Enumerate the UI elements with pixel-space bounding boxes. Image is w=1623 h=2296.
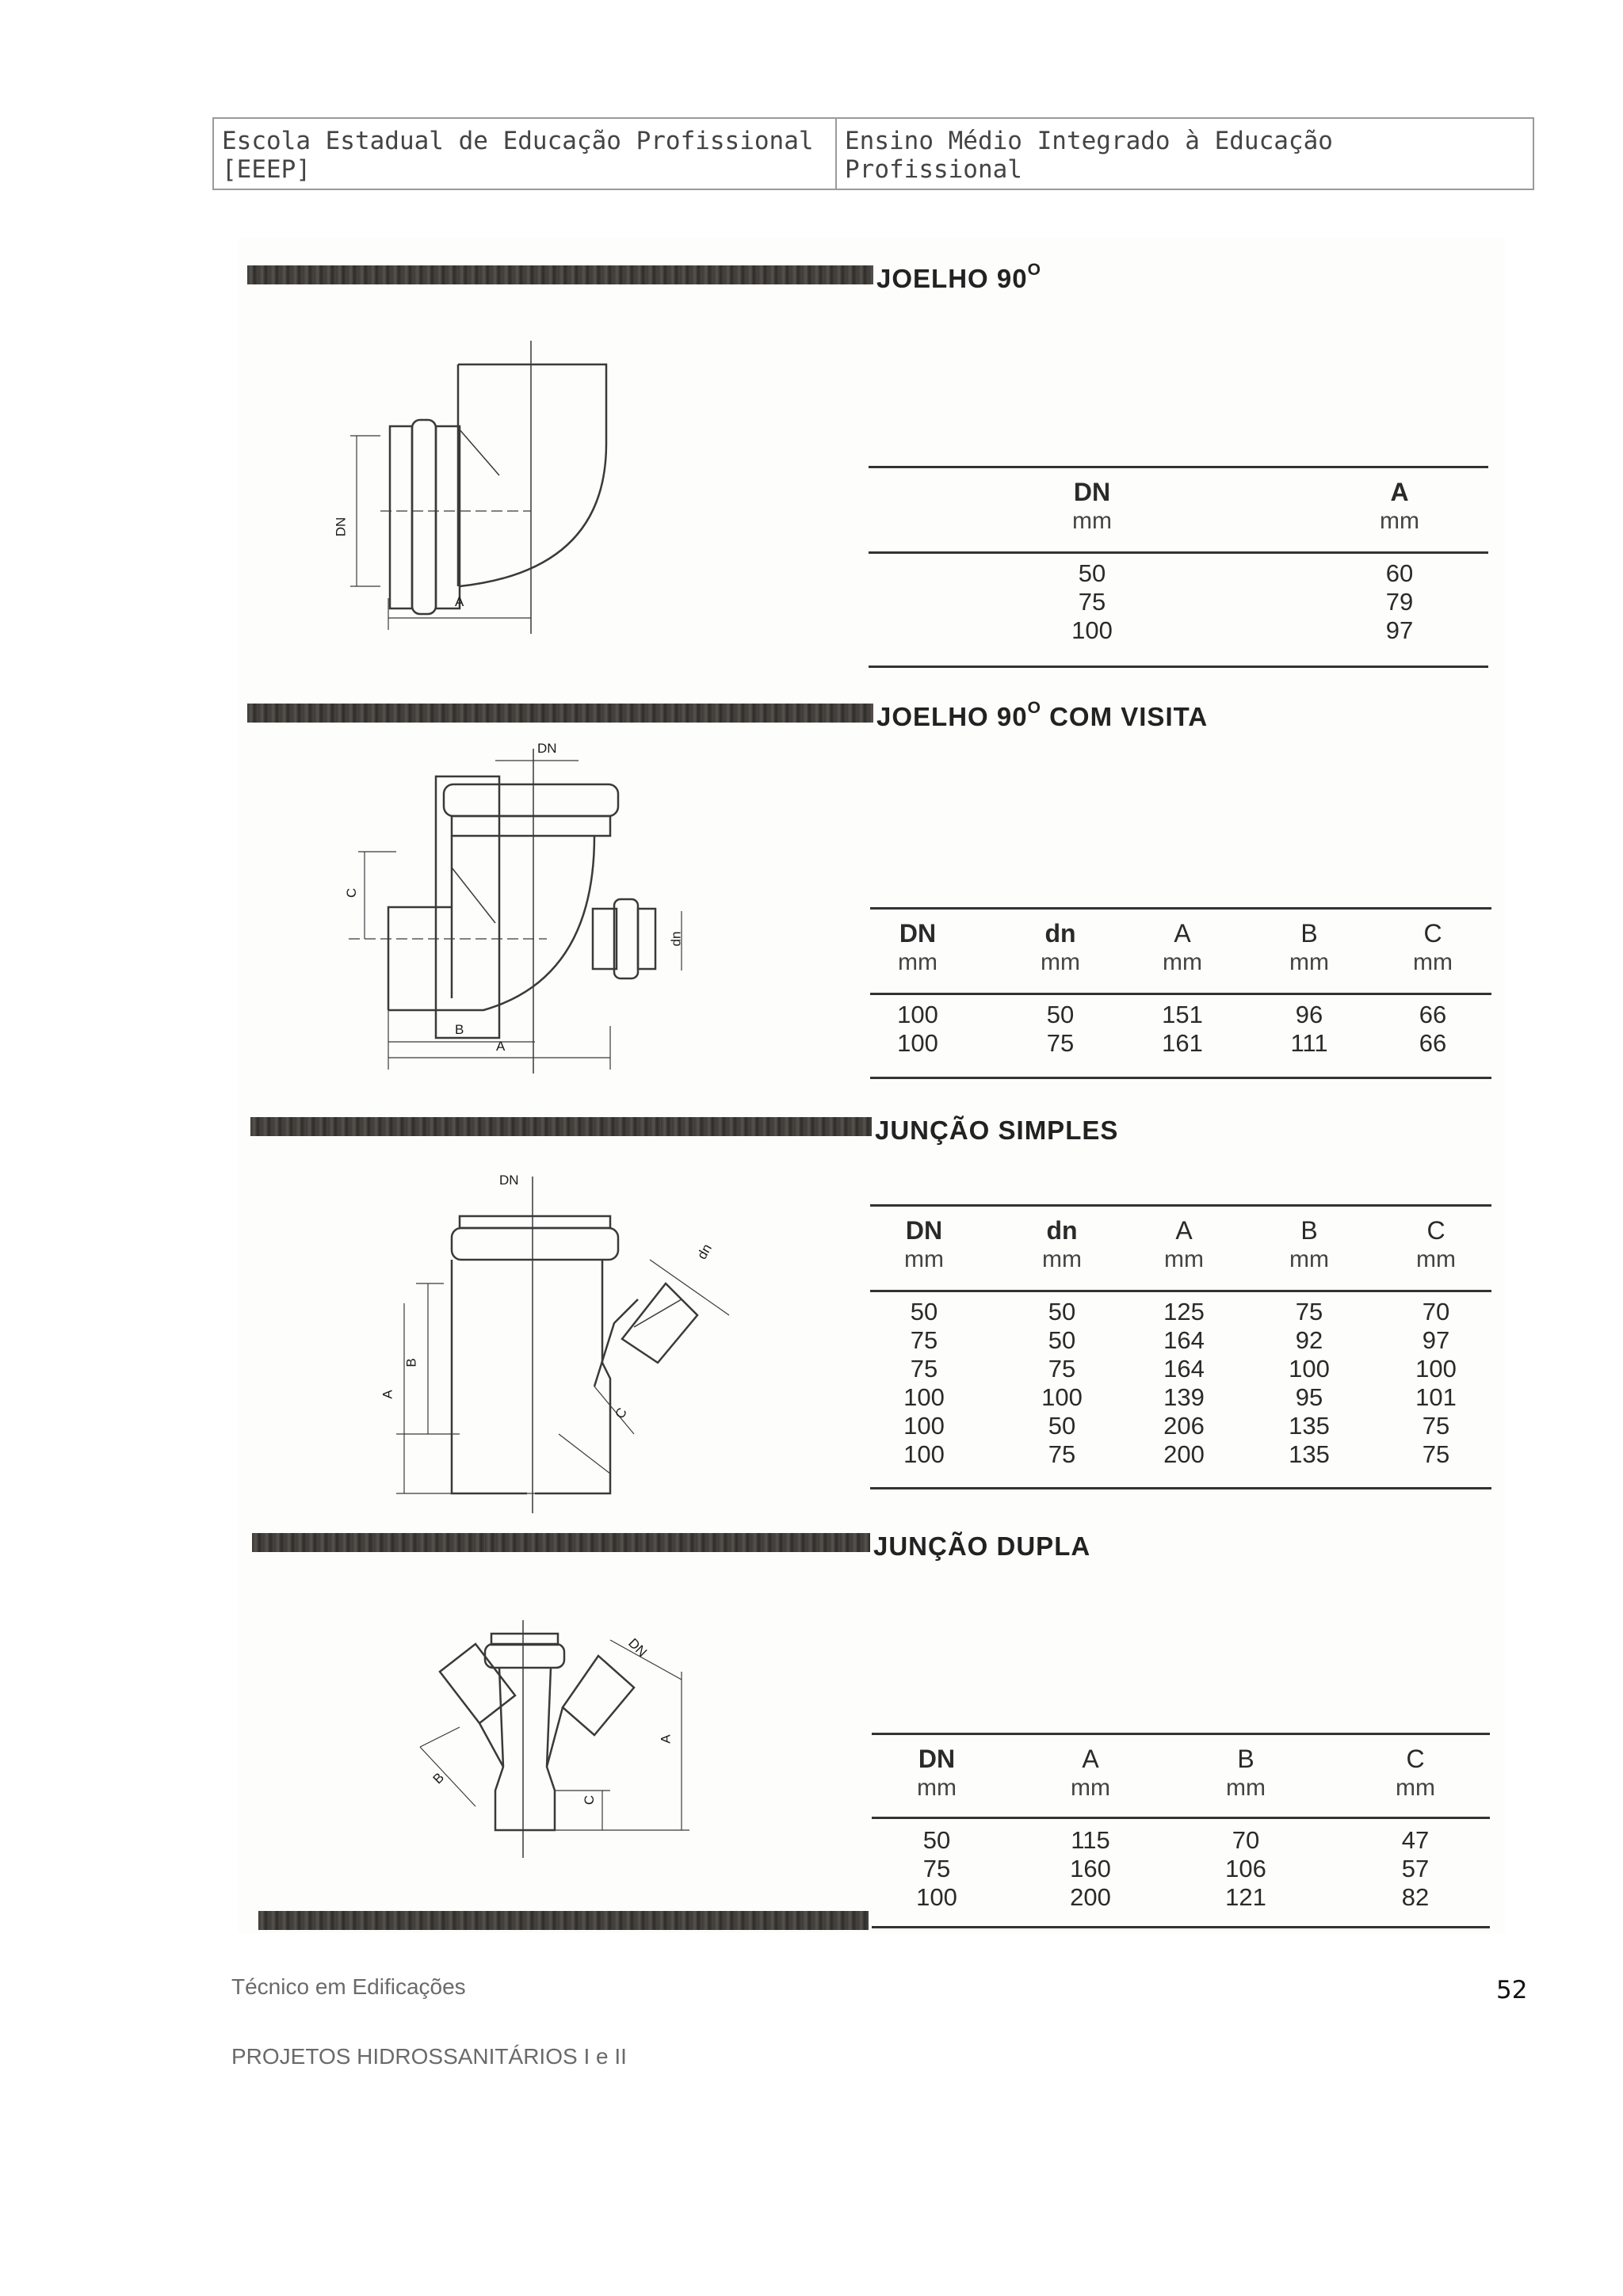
section-title-juncao-dupla: JUNÇÃO DUPLA [873,1531,1091,1561]
visita-label-dn: DN [537,741,557,756]
column-dn: DN mm 100 100 [897,919,938,1057]
column-a: A mm 125 164 164 139 206 200 [1163,1216,1205,1468]
simples-label-b: B [403,1358,419,1367]
dupla-label-c: C [582,1794,598,1806]
visita-label-a: A [496,1039,506,1054]
column-dn: DN mm 50 75 100 [916,1745,957,1911]
simples-label-a: A [380,1390,395,1399]
visita-label-dn-small: dn [668,931,684,947]
column-dn-small: dn mm 50 75 [1041,919,1080,1057]
section-title-joelho-90-visita: JOELHO $90^O$ COM VISITA [876,699,1209,731]
column-b: B mm 70 106 121 [1225,1745,1266,1911]
dupla-label-b: B [430,1769,448,1787]
section-title-juncao-simples: JUNÇÃO SIMPLES [875,1116,1119,1145]
simples-label-dn: DN [499,1173,519,1188]
joelho-90-visita-drawing [341,741,713,1074]
page-header [212,117,1534,190]
visita-label-b: B [455,1022,464,1037]
section-bar-joelho-90 [247,265,873,284]
simples-label-c: C [612,1405,631,1421]
section-bar-juncao-simples [250,1117,872,1136]
column-c: C mm 47 57 82 [1396,1745,1435,1911]
joelho-90-visita-table [870,907,1491,1083]
section-bar-joelho-90-visita [247,704,873,723]
juncao-simples-table [870,1204,1491,1493]
joelho-90-label-dn: DN [333,517,349,537]
section-bar-juncao-dupla [252,1533,870,1552]
page-number: 52 [1496,1976,1528,2004]
juncao-dupla-drawing [396,1608,713,1862]
dupla-label-a: A [658,1734,674,1744]
column-dn-small: dn mm 50 50 75 100 50 75 [1041,1216,1083,1468]
header-school: Escola Estadual de Educação Profissional [EEEP] [214,119,837,189]
column-c: C mm 66 66 [1413,919,1453,1057]
simples-label-dn-small: dn [694,1241,715,1262]
column-a: A mm 60 79 97 [1380,478,1419,644]
joelho-90-drawing [333,333,634,634]
joelho-90-table [869,466,1488,672]
closing-bar [258,1911,869,1930]
column-a: A mm 115 160 200 [1070,1745,1111,1911]
footer-course: Técnico em Edificações [231,1974,466,1999]
section-title-joelho-90: JOELHO $90^O$ [876,261,1041,293]
column-c: C mm 70 97 100 101 75 75 [1415,1216,1457,1468]
juncao-dupla-table [872,1733,1490,1931]
column-dn: DN mm 50 75 100 [1071,478,1113,644]
juncao-simples-drawing [365,1173,761,1513]
column-b: B mm 96 111 [1289,919,1329,1057]
dupla-label-dn: DN [625,1635,651,1661]
column-a: A mm 151 161 [1162,919,1203,1057]
header-program: Ensino Médio Integrado à Educação Profissional [845,127,1333,184]
joelho-90-label-a: A [455,594,464,609]
column-dn: DN mm 50 75 75 100 100 100 [903,1216,945,1468]
footer-subject: PROJETOS HIDROSSANITÁRIOS I e II [231,2044,627,2069]
visita-label-c: C [344,887,360,898]
column-b: B mm 75 92 100 95 135 135 [1289,1216,1330,1468]
